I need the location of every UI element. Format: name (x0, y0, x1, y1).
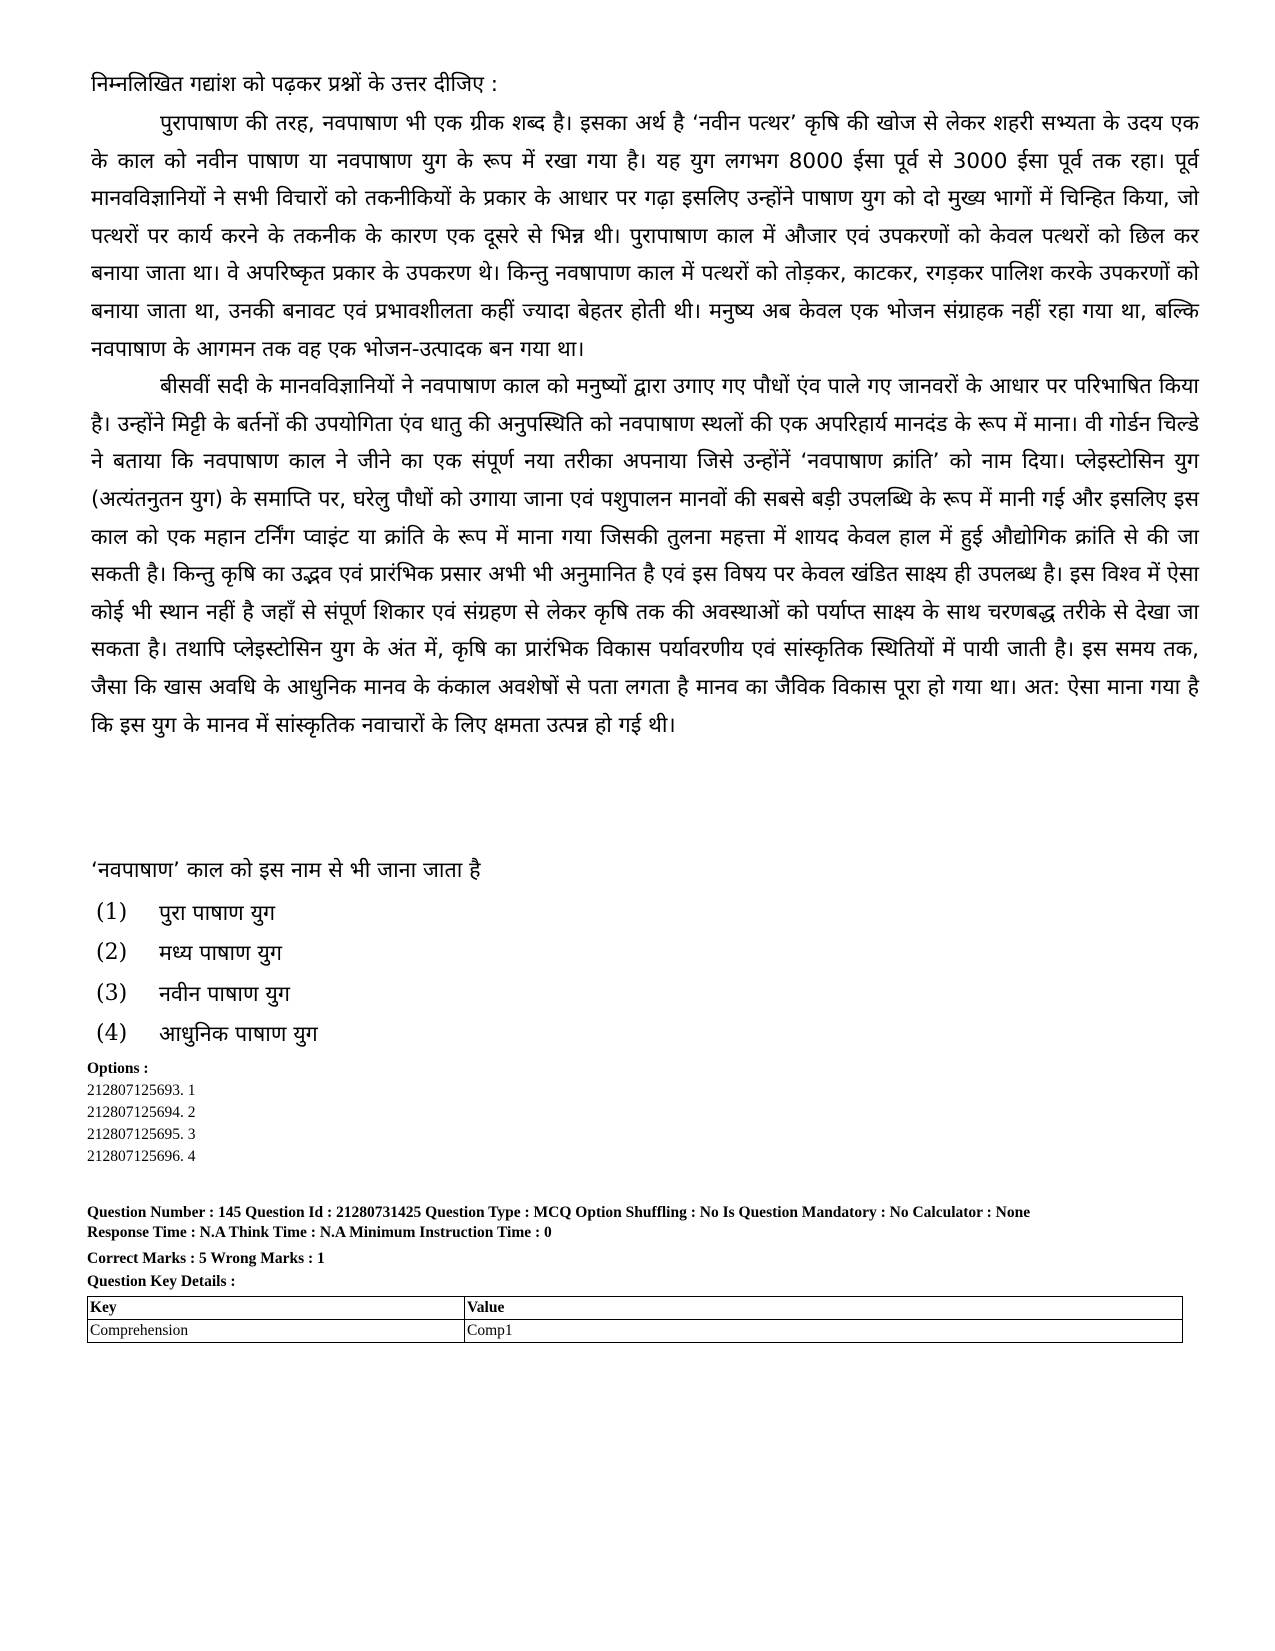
options-label: Options : (87, 1060, 149, 1077)
choice-3 (96, 973, 796, 1014)
question-text: ‘नवपाषाण’ काल को इस नाम से भी जाना जाता है (91, 858, 481, 883)
answer-choices (96, 892, 796, 1054)
table-header-row (88, 1297, 1183, 1320)
choice-text: मध्य पाषाण युग (159, 941, 282, 967)
option-id-row: 212807125695. 3 (87, 1126, 196, 1143)
choice-number: (3) (96, 980, 128, 1006)
choice-text: नवीन पाषाण युग (159, 981, 290, 1007)
choice-1 (96, 892, 796, 933)
choice-text: आधुनिक पाषाण युग (159, 1022, 318, 1048)
table-cell-value: Comp1 (465, 1320, 1183, 1343)
column-header-key: Key (88, 1297, 465, 1320)
table-cell-key: Comprehension (88, 1320, 465, 1343)
choice-text: पुरा पाषाण युग (159, 900, 276, 926)
options-block (87, 1058, 196, 1168)
passage-paragraph-1: पुरापाषाण की तरह, नवपाषाण भी एक ग्रीक शब्द है। इसका अर्थ है ‘नवीन पत्थर’ कृषि की खोज से लेकर शहरी सभ्यता के उदय एक के काल को नवीन पाषाण या नवपाषाण युग के रूप में रखा गया है। यह युग लगभग 8000 ईसा पूर्व से 3000 ईसा पूर्व तक रहा। पूर्व मानवविज्ञानियों ने सभी विचारों को तकनीकियों के प्रकार के आधार पर गढ़ा इसलिए उन्होंने पाषाण युग को दो मुख्य भागों में चिन्हित किया, जो पत्थरों पर कार्य करने के तकनीक के कारण एक दूसरे से भिन्न थी। पुरापाषाण काल में औजार एवं उपकरणों को केवल पत्थरों को छिल कर बनाया जाता था। वे अपरिष्कृत प्रकार के उपकरण थे। किन्तु नवषापाण काल में पत्थरों को तोड़कर, काटकर, रगड़कर पालिश करके उपकरणों को बनाया जाता था, उनकी बनावट एवं प्रभावशीलता कहीं ज्यादा बेहतर होती थी। मनुष्य अब केवल एक भोजन संग्राहक नहीं रहा गया था, बल्कि नवपाषाण के आगमन तक वह एक भोजन-उत्पादक बन गया था। (91, 111, 1199, 362)
question-info-line-1: Question Number : 145 Question Id : 21280731425 Question Type : MCQ Option Shuffling : No Is Question Mandatory : No Calculator : None (87, 1204, 1031, 1221)
comprehension-passage (91, 105, 1199, 744)
option-id-row: 212807125693. 1 (87, 1082, 196, 1099)
option-id-row: 212807125696. 4 (87, 1148, 196, 1165)
column-header-value: Value (465, 1297, 1183, 1320)
passage-paragraph-2: बीसवीं सदी के मानवविज्ञानियों ने नवपाषाण काल को मनुष्यों द्वारा उगाए गए पौधों एंव पाले गए जानवरों के आधार पर परिभाषित किया है। उन्होंने मिट्टी के बर्तनों की उपयोगिता एंव धातु की अनुपस्थिति को नवपाषाण स्थलों की एक अपरिहार्य मानदंड के रूप में माना। वी गोर्डन चिल्डे ने बताया कि नवपाषाण काल ने जीने का एक संपूर्ण नया तरीका अपनाया जिसे उन्होंनें ‘नवपाषाण क्रांति’ को नाम दिया। प्लेइस्टोसिन युग (अत्यंतनुतन युग) के समाप्ति पर, घरेलु पौधों को उगाया जाना एवं पशुपालन मानवों की सबसे बड़ी उपलब्धि के रूप में मानी गई और इसलिए इस काल को एक महान टर्निंग प्वाइंट या क्रांति के रूप में माना गया जिसकी तुलना महत्ता में शायद केवल हाल में हुई औद्योगिक क्रांति से की जा सकती है। किन्तु कृषि का उद्भव एवं प्रारंभिक प्रसार अभी भी अनुमानित है एवं इस विषय पर केवल खंडित साक्ष्य ही उपलब्ध है। इस विश्व में ऐसा कोई भी स्थान नहीं है जहाँ से संपूर्ण शिकार एवं संग्रहण से लेकर कृषि तक की अवस्थाओं को पर्याप्त साक्ष्य के साथ चरणबद्ध तरीके से देखा जा सकता है। तथापि प्लेइस्टोसिन युग के अंत में, कृषि का प्रारंभिक विकास पर्यावरणीय एवं सांस्कृतिक स्थितियों में पायी जाती है। इस समय तक, जैसा कि खास अवधि के आधुनिक मानव के कंकाल अवशेषों से पता लगता है मानव का जैविक विकास पूरा हो गया था। अत: ऐसा माना गया है कि इस युग के मानव में सांस्कृतिक नवाचारों के लिए क्षमता उत्पन्न हो गई थी। (91, 374, 1199, 738)
choice-2 (96, 933, 796, 974)
table-row (88, 1320, 1183, 1343)
choice-number: (2) (96, 940, 128, 966)
choice-number: (1) (96, 899, 128, 925)
marks-info: Correct Marks : 5 Wrong Marks : 1 (87, 1250, 325, 1267)
key-details-table (87, 1296, 1183, 1343)
choice-4 (96, 1014, 796, 1055)
choice-number: (4) (96, 1021, 128, 1047)
option-id-row: 212807125694. 2 (87, 1104, 196, 1121)
question-info (87, 1203, 1207, 1243)
instruction-text: निम्नलिखित गद्यांश को पढ़कर प्रश्नों के उत्तर दीजिए : (91, 72, 499, 97)
question-info-line-2: Response Time : N.A Think Time : N.A Minimum Instruction Time : 0 (87, 1224, 552, 1241)
key-details-label: Question Key Details : (87, 1273, 236, 1290)
